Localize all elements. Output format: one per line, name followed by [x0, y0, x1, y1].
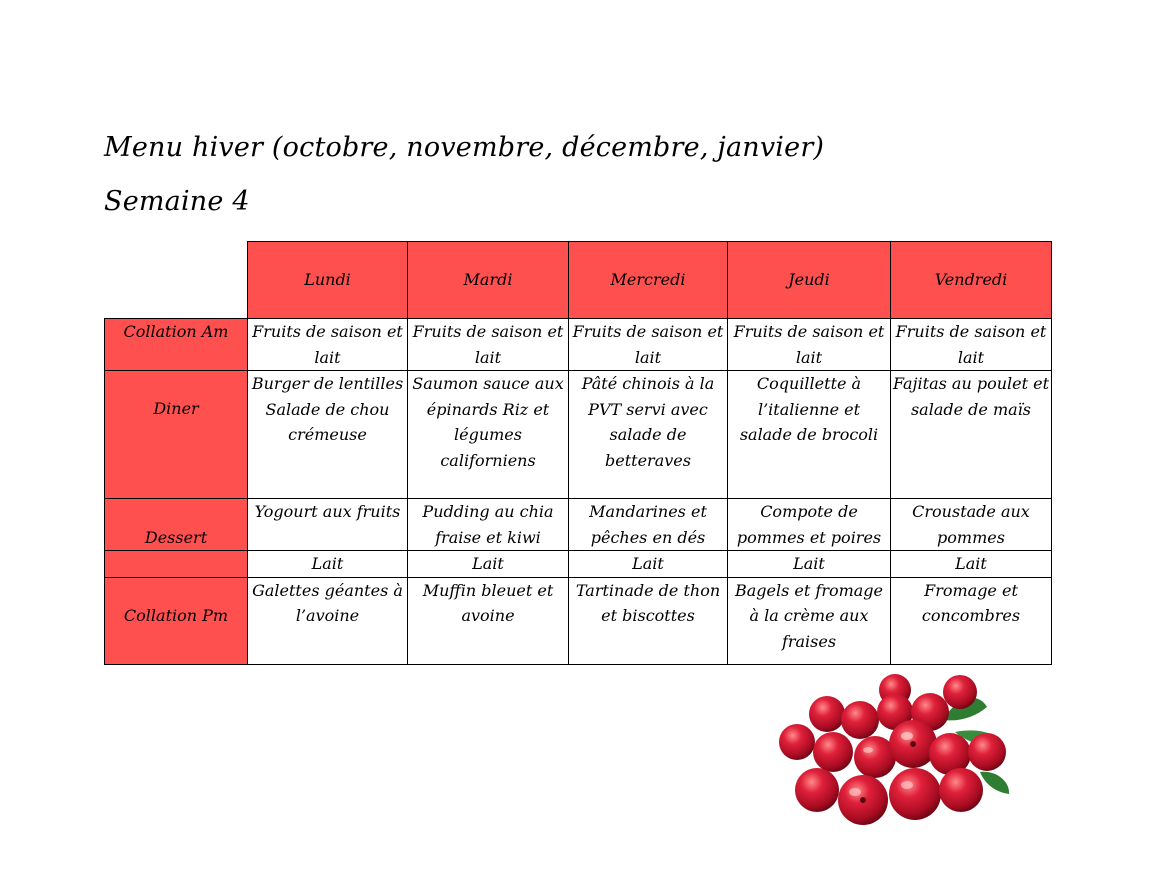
menu-cell: Bagels et fromage à la crème aux fraises	[728, 577, 891, 664]
day-header-vendredi: Vendredi	[891, 242, 1052, 319]
menu-cell: Coquillette à l’italienne et salade de brocoli	[728, 371, 891, 499]
day-header-lundi: Lundi	[248, 242, 408, 319]
day-header-mercredi: Mercredi	[569, 242, 728, 319]
row-label-dessert: Dessert	[105, 499, 248, 551]
corner-cell	[105, 242, 248, 319]
menu-cell: Galettes géantes à l’avoine	[248, 577, 408, 664]
menu-cell: Fruits de saison et lait	[408, 319, 569, 371]
menu-table	[104, 241, 1052, 665]
cranberries-image	[775, 672, 1035, 837]
menu-cell: Yogourt aux fruits	[248, 499, 408, 551]
menu-cell: Pâté chinois à la PVT servi avec salade de betteraves	[569, 371, 728, 499]
header-row	[105, 242, 1052, 319]
menu-cell: Tartinade de thon et biscottes	[569, 577, 728, 664]
menu-cell: Croustade aux pommes	[891, 499, 1052, 551]
menu-cell: Fruits de saison et lait	[891, 319, 1052, 371]
row-label-diner: Diner	[105, 371, 248, 499]
menu-cell: Pudding au chia fraise et kiwi	[408, 499, 569, 551]
menu-cell: Fruits de saison et lait	[569, 319, 728, 371]
table-row	[105, 577, 1052, 664]
table-row	[105, 319, 1052, 371]
row-label-blank	[105, 551, 248, 578]
menu-cell: Fromage et concombres	[891, 577, 1052, 664]
week-subtitle: Semaine 4	[104, 186, 250, 217]
row-label-collation-pm: Collation Pm	[105, 577, 248, 664]
menu-cell: Muffin bleuet et avoine	[408, 577, 569, 664]
menu-title: Menu hiver (octobre, novembre, décembre, janvier)	[104, 132, 825, 163]
menu-cell: Fajitas au poulet et salade de maïs	[891, 371, 1052, 499]
menu-cell: Mandarines et pêches en dés	[569, 499, 728, 551]
menu-cell: Lait	[891, 551, 1052, 578]
menu-cell: Fruits de saison et lait	[728, 319, 891, 371]
table-row	[105, 371, 1052, 499]
row-label-collation-am: Collation Am	[105, 319, 248, 371]
menu-cell: Lait	[408, 551, 569, 578]
menu-cell: Lait	[248, 551, 408, 578]
day-header-jeudi: Jeudi	[728, 242, 891, 319]
menu-cell: Saumon sauce aux épinards Riz et légumes californiens	[408, 371, 569, 499]
menu-cell: Fruits de saison et lait	[248, 319, 408, 371]
day-header-mardi: Mardi	[408, 242, 569, 319]
menu-cell: Compote de pommes et poires	[728, 499, 891, 551]
table-row	[105, 551, 1052, 578]
menu-cell: Burger de lentilles Salade de chou crémeuse	[248, 371, 408, 499]
menu-cell: Lait	[728, 551, 891, 578]
menu-cell: Lait	[569, 551, 728, 578]
table-row	[105, 499, 1052, 551]
